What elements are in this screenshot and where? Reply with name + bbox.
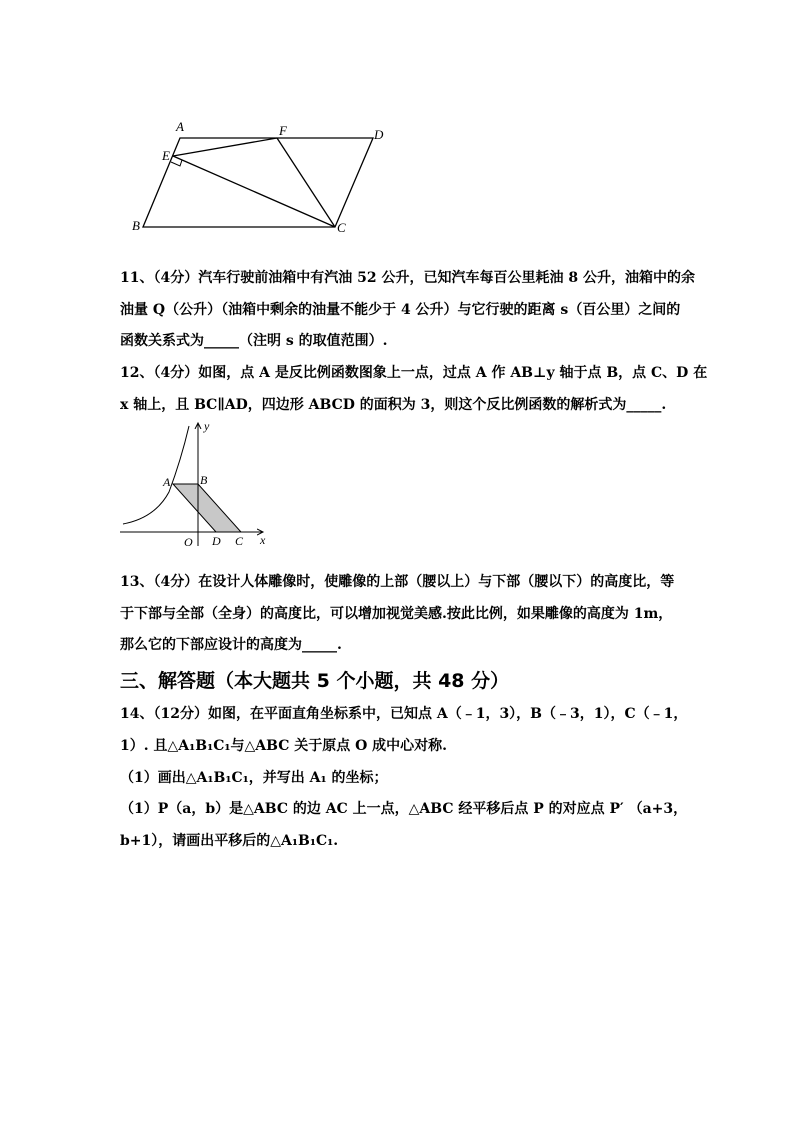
label-c: C [337, 220, 346, 235]
q13-line1: 13、（4分）在设计人体雕像时，使雕像的上部（腰以上）与下部（腰以下）的高度比，等 [120, 574, 675, 590]
label-b: B [132, 218, 140, 233]
q11-line3: 函数关系式为_____（注明 s 的取值范围）. [120, 333, 388, 349]
hyperbola-curve [123, 426, 189, 524]
q14-line5: b+1），请画出平移后的△A₁B₁C₁. [120, 833, 339, 849]
q14-line2: 1）. 且△A₁B₁C₁与△ABC 关于原点 O 成中心对称. [120, 738, 448, 754]
label-b: B [200, 473, 208, 487]
label-d: D [374, 127, 384, 142]
inverse-function-figure [115, 418, 275, 558]
q11-line2: 油量 Q（公升）（油箱中剩余的油量不能少于 4 公升）与它行驶的距离 s（百公里）之间的 [120, 302, 681, 318]
q14-line3: （1）画出△A₁B₁C₁，并写出 A₁ 的坐标； [120, 770, 388, 786]
q12-line1: 12、（4分）如图，点 A 是反比例函数图象上一点，过点 A 作 AB⊥y 轴于点 B，点 C、D 在 [120, 365, 708, 381]
q11-line1: 11、（4分）汽车行驶前油箱中有汽油 52 公升，已知汽车每百公里耗油 8 公升，油箱中的余 [120, 270, 695, 286]
section-heading: 三、解答题（本大题共 5 个小题，共 48 分） [120, 670, 510, 692]
segment-ec [173, 156, 335, 227]
label-d: D [212, 534, 221, 548]
q14-line4: （1）P（a，b）是△ABC 的边 AC 上一点，△ABC 经平移后点 P 的对应点 P′ （a+3， [120, 801, 688, 817]
parallelogram-abcd [143, 138, 373, 227]
q13-line2: 于下部与全部（全身）的高度比，可以增加视觉美感.按此比例，如果雕像的高度为 1m， [120, 606, 673, 622]
label-e: E [162, 148, 170, 163]
q14-line1: 14、（12分）如图，在平面直角坐标系中，已知点 A（﹣1，3），B（﹣3，1），C（﹣1， [120, 706, 688, 722]
label-x: x [260, 533, 266, 547]
segment-ef [173, 138, 277, 156]
quadrilateral-abcd [173, 484, 241, 532]
label-a: A [163, 475, 171, 489]
q13-line3: 那么它的下部应设计的高度为_____. [120, 637, 342, 653]
label-f: F [279, 123, 287, 138]
q12-line2: x 轴上，且 BC∥AD，四边形 ABCD 的面积为 3，则这个反比例函数的解析式为_____. [120, 397, 667, 413]
label-a: A [176, 119, 184, 134]
label-o: O [184, 535, 193, 549]
label-y: y [204, 419, 210, 433]
label-c: C [235, 534, 244, 548]
right-angle-mark [171, 160, 182, 166]
parallelogram-figure [125, 115, 395, 240]
